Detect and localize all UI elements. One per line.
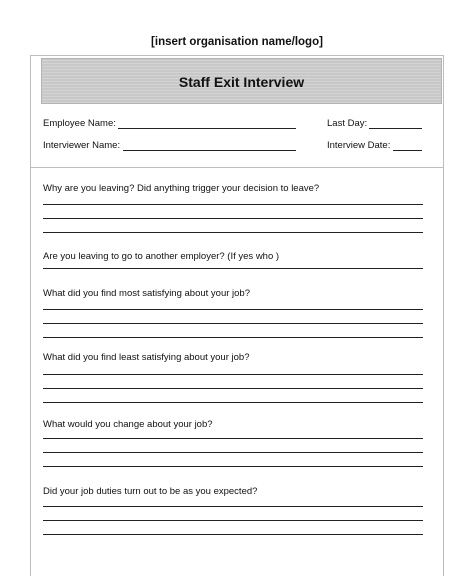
answer-line[interactable] bbox=[43, 402, 423, 403]
answer-line[interactable] bbox=[43, 309, 423, 310]
answer-line[interactable] bbox=[43, 337, 423, 338]
answer-line[interactable] bbox=[43, 438, 423, 439]
answer-line[interactable] bbox=[43, 323, 423, 324]
page-title: Staff Exit Interview bbox=[178, 74, 305, 90]
question-least-satisfying: What did you find least satisfying about your job? bbox=[43, 352, 250, 363]
question-change-job: What would you change about your job? bbox=[43, 419, 213, 430]
answer-line[interactable] bbox=[43, 520, 423, 521]
question-leaving-reason: Why are you leaving? Did anything trigger your decision to leave? bbox=[43, 183, 320, 194]
answer-line[interactable] bbox=[43, 204, 423, 205]
answer-line[interactable] bbox=[43, 506, 423, 507]
last-day-label: Last Day: bbox=[327, 118, 368, 129]
section-divider bbox=[30, 167, 444, 168]
employee-name-label: Employee Name: bbox=[43, 118, 116, 129]
answer-line[interactable] bbox=[43, 388, 423, 389]
interview-date-field[interactable] bbox=[393, 150, 422, 151]
answer-line[interactable] bbox=[43, 218, 423, 219]
answer-line[interactable] bbox=[43, 466, 423, 467]
interviewer-name-label: Interviewer Name: bbox=[43, 140, 121, 151]
organisation-name-placeholder: [insert organisation name/logo] bbox=[151, 36, 323, 48]
employee-name-field[interactable] bbox=[118, 128, 296, 129]
interview-date-label: Interview Date: bbox=[327, 140, 391, 151]
answer-line[interactable] bbox=[43, 452, 423, 453]
question-most-satisfying: What did you find most satisfying about your job? bbox=[43, 288, 251, 299]
last-day-field[interactable] bbox=[369, 128, 422, 129]
interviewer-name-field[interactable] bbox=[123, 150, 296, 151]
answer-line[interactable] bbox=[43, 534, 423, 535]
question-another-employer: Are you leaving to go to another employer? (If yes who ) bbox=[43, 251, 280, 262]
answer-line[interactable] bbox=[43, 232, 423, 233]
answer-line[interactable] bbox=[43, 268, 423, 269]
answer-line[interactable] bbox=[43, 374, 423, 375]
question-duties-expected: Did your job duties turn out to be as you expected? bbox=[43, 486, 258, 497]
